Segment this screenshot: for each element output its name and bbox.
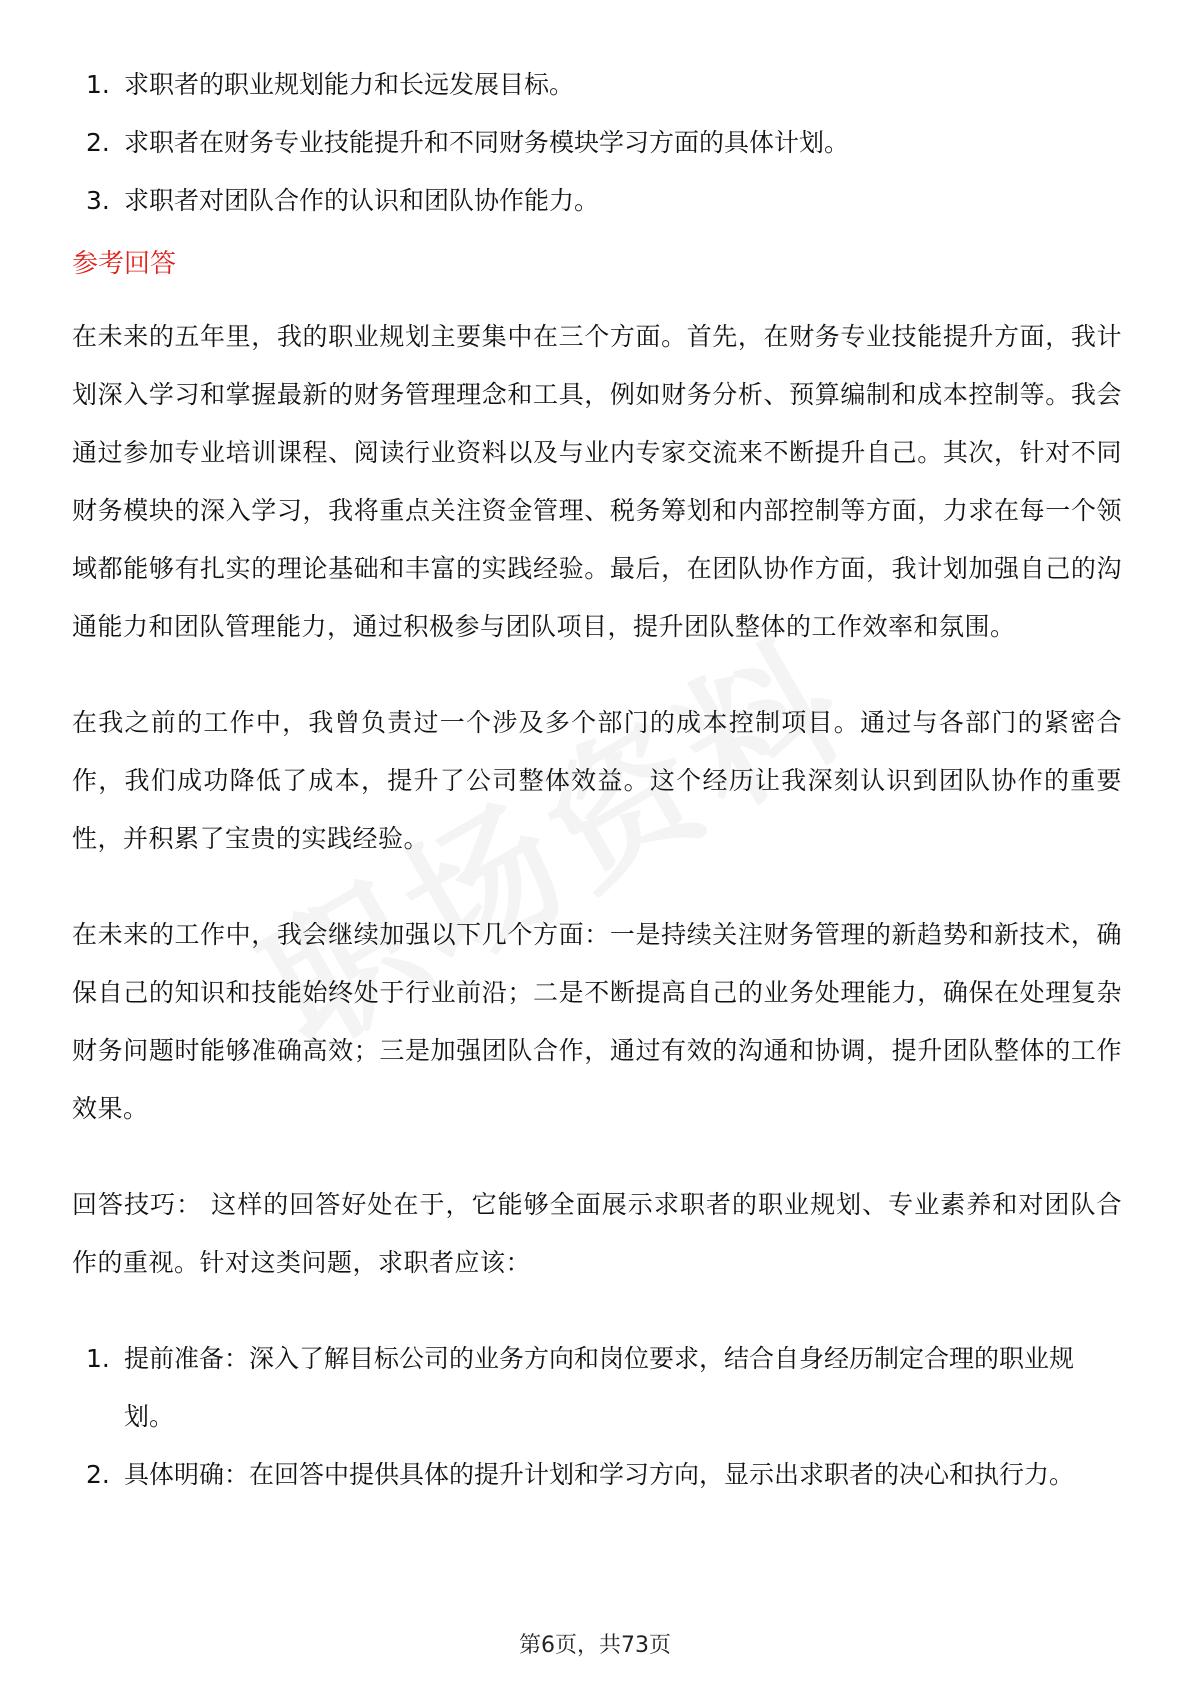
list-text: 求职者的职业规划能力和长远发展目标。	[124, 70, 575, 99]
list-number: 3.	[86, 186, 110, 215]
answer-paragraph: 在我之前的工作中，我曾负责过一个涉及多个部门的成本控制项目。通过与各部门的紧密合作，我们成功降低了成本，提升了公司整体效益。这个经历让我深刻认识到团队协作的重要性，并积累了宝贵的实践经验。	[72, 708, 1122, 853]
answer-paragraph: 在未来的工作中，我会继续加强以下几个方面：一是持续关注财务管理的新趋势和新技术，确保自己的知识和技能始终处于行业前沿；二是不断提高自己的业务处理能力，确保在处理复杂财务问题时能够准确高效；三是加强团队合作，通过有效的沟通和协调，提升团队整体的工作效果。	[72, 920, 1122, 1123]
list-item	[72, 1330, 1122, 1446]
list-text: 具体明确：在回答中提供具体的提升计划和学习方向，显示出求职者的决心和执行力。	[124, 1460, 1075, 1489]
list-number: 1.	[86, 70, 110, 99]
list-item	[72, 114, 1122, 172]
tips-paragraph: 回答技巧： 这样的回答好处在于，它能够全面展示求职者的职业规划、专业素养和对团队合作的重视。针对这类问题，求职者应该：	[72, 1190, 1122, 1277]
question-points-list	[72, 56, 1122, 230]
list-number: 1.	[86, 1344, 110, 1373]
list-item	[72, 1446, 1122, 1504]
list-item	[72, 56, 1122, 114]
section-title: 参考回答	[72, 249, 177, 279]
list-text: 提前准备：深入了解目标公司的业务方向和岗位要求，结合自身经历制定合理的职业规划。	[124, 1344, 1075, 1431]
list-number: 2.	[86, 1460, 110, 1489]
page-footer: 第6页，共73页	[519, 1633, 671, 1658]
page-content	[72, 56, 1122, 1504]
answer-paragraph: 在未来的五年里，我的职业规划主要集中在三个方面。首先，在财务专业技能提升方面，我计划深入学习和掌握最新的财务管理理念和工具，例如财务分析、预算编制和成本控制等。我会通过参加专业培训课程、阅读行业资料以及与业内专家交流来不断提升自己。其次，针对不同财务模块的深入学习，我将重点关注资金管理、税务筹划和内部控制等方面，力求在每一个领域都能够有扎实的理论基础和丰富的实践经验。最后，在团队协作方面，我计划加强自己的沟通能力和团队管理能力，通过积极参与团队项目，提升团队整体的工作效率和氛围。	[72, 322, 1122, 641]
list-item	[72, 172, 1122, 230]
tips-list	[72, 1330, 1122, 1504]
list-text: 求职者对团队合作的认识和团队协作能力。	[124, 186, 600, 215]
list-number: 2.	[86, 128, 110, 157]
list-text: 求职者在财务专业技能提升和不同财务模块学习方面的具体计划。	[124, 128, 850, 157]
